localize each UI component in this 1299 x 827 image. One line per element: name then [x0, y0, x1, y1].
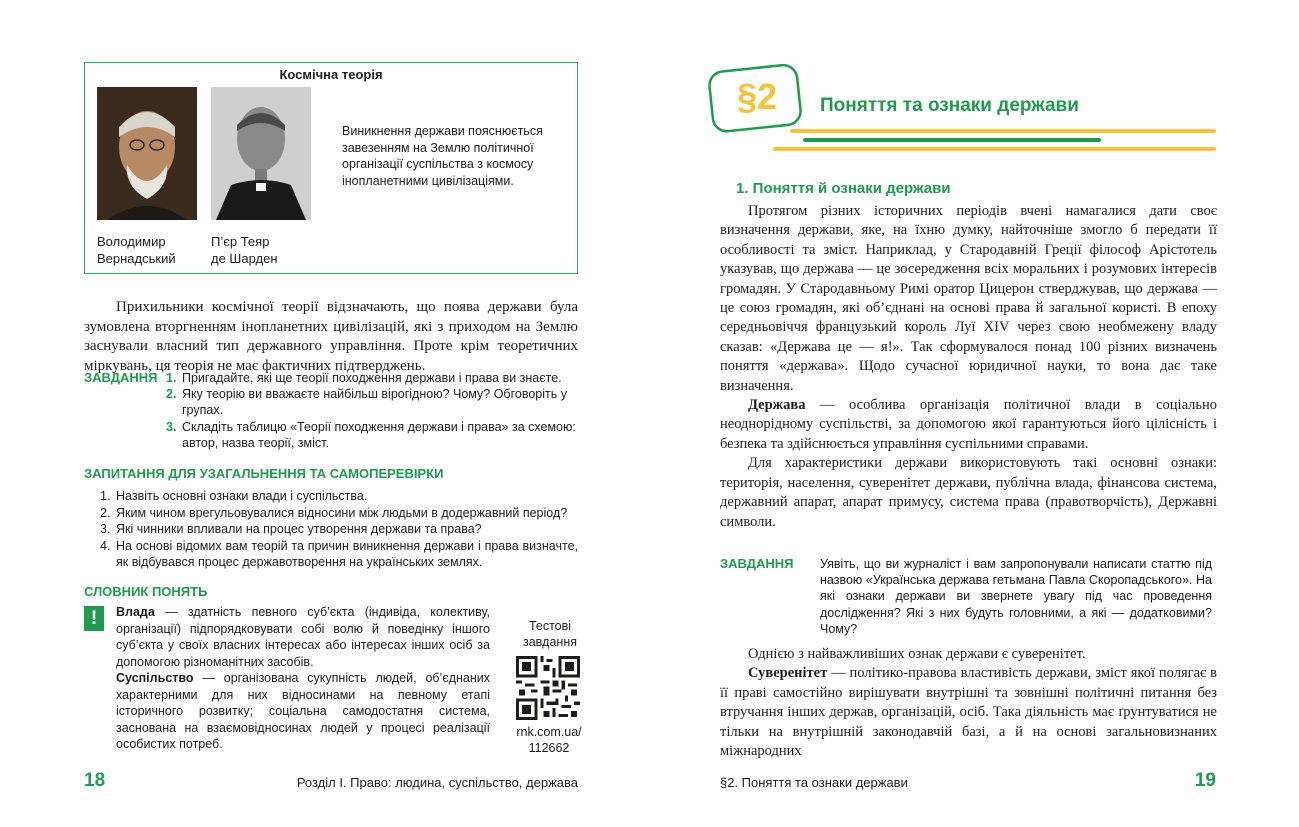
item-number: 3. [166, 419, 177, 434]
test-label-line: завдання [522, 635, 577, 649]
item-text: На основі відомих вам теорій та причин виникнення держави і права визначте, як відбувався процес державотворення на українських землях. [116, 538, 578, 569]
qr-code-icon[interactable] [516, 656, 580, 720]
section-badge [707, 62, 807, 134]
questions-list [100, 488, 578, 571]
dictionary-definition: — здатність певного суб’єкта (індивіда, колективу, організації) підпорядковувати собі волю й поведінку іншого суб’єкта у своїх власних інтересах або інтересах інших осіб за допомогою різноманітних засобів. [116, 605, 490, 669]
portrait-vernadsky-image [97, 87, 197, 220]
list-item [166, 419, 578, 451]
body-text [720, 202, 1217, 532]
tasks-label: ЗАВДАННЯ [84, 370, 158, 385]
dictionary-term: Суспільство [116, 671, 194, 685]
paragraph-text: Для характеристики держави використовують такі основні ознаки: територія, населення, суверенітет держави, публічна влада, фінансова система, державний апарат, апарат примусу, система права (правотворчість), Державні символи. [720, 455, 1217, 530]
item-text: Пригадайте, які ще теорії походження держави і права ви знаєте. [182, 371, 562, 385]
paragraph-text: Протягом різних історичних періодів вчені намагалися дати своє визначення держави, яке, на їхню думку, найточніше змогло б передати її особливості та зміст. Наприклад, у Стародавній Греції філософ Арістотель указував, що держава — це зосередження всіх моральних і розумових інтересів громадян. У Стародавньому Римі оратор Цицерон стверджував, що держава — це союз громадян, які об’єднані на основі права й загальної користі. В епоху середньовіччя французький король Луї XIV через свою необмежену владу сказав: «Держава це — я!». Так сформувалося понад 100 різних визначень поняття «держава». Щодо сучасної юридичної науки, то вона дає таке визначення. [720, 203, 1217, 394]
page-number-left: 18 [84, 770, 106, 791]
item-text: Назвіть основні ознаки влади і суспільства. [116, 489, 368, 503]
list-item [100, 521, 578, 538]
body-paragraph [720, 202, 1217, 396]
body-paragraph [720, 645, 1217, 664]
item-number: 2. [100, 505, 111, 520]
page-number-right: 19 [1194, 770, 1216, 791]
list-item [100, 488, 578, 505]
item-text: Яким чином врегульовувалися відносини між людьми в додержавний період? [116, 505, 568, 520]
bold-term: Держава [748, 397, 806, 414]
tasks-label: ЗАВДАННЯ [720, 556, 794, 571]
item-text: Складіть таблицю «Теорії походження держави і права» за схемою: автор, назва теорії, зміст. [182, 419, 576, 450]
caption-vernadsky [97, 233, 176, 267]
item-number: 1. [166, 371, 177, 385]
item-number: 3. [100, 522, 111, 536]
section-badge-label: §2 [736, 76, 778, 117]
body-paragraph: Прихильники космічної теорії відзначають, що поява держави була зумовлена вторгненням інопланетних цивілізацій, які з приходом на Землю заснували власний тип державного управління. Проте крім теоретичних міркувань, ця теорія не має фактичних підтверджень. [84, 299, 578, 374]
caption-teilhard [211, 233, 278, 267]
body-paragraph [720, 664, 1217, 761]
qr-link-line: rnk.com.ua/ [516, 725, 582, 739]
body-text [720, 645, 1217, 761]
item-number: 4. [100, 538, 111, 553]
dictionary-body [116, 604, 490, 753]
list-item [100, 538, 578, 571]
caption-line: Вернадський [97, 251, 176, 266]
paragraph-text: Однією з найважливіших ознак держави є суверенітет. [748, 646, 1086, 662]
qr-link[interactable] [508, 724, 590, 756]
theory-box [84, 62, 578, 274]
dictionary-heading: СЛОВНИК ПОНЯТЬ [84, 584, 208, 599]
paragraph-text: — політико-правова властивість держави, зміст якої полягає в її праві самостійно вирішувати внутрішні та зовнішні політичні питання без втручання інших держав, організацій, осіб. Така діяльність має ґрунтуватися не тільки на внутрішній законодавчій базі, а й на основі загальновизнаних міжнародних [720, 665, 1217, 760]
body-paragraph [720, 454, 1217, 532]
caption-line: де Шарден [211, 251, 278, 266]
item-number: 1. [100, 489, 111, 503]
item-number: 2. [166, 387, 177, 402]
dictionary-entry [116, 670, 490, 753]
page-title: Поняття та ознаки держави [820, 95, 1079, 116]
qr-link-line: 112662 [528, 741, 570, 755]
caption-line: П’єр Теяр [211, 234, 270, 249]
test-label-line: Тестові [528, 619, 572, 633]
item-text: Яку теорію ви вважаєте найбільш вірогідною? Чому? Обговоріть у групах. [182, 387, 567, 418]
decor-line [773, 147, 1216, 151]
footer-left: Розділ І. Право: людина, суспільство, держава [296, 775, 578, 790]
portrait-teilhard-image [211, 87, 311, 220]
list-item [166, 386, 578, 418]
list-item [166, 370, 578, 386]
caption-line: Володимир [97, 234, 166, 249]
dictionary-definition: — організована сукупність людей, об’єднаних характерними для них відносинами на певному етапі історичного розвитку; соціальна самодостатня система, заснована на взаємовідносинах людей у процесі реалізації особистих потреб. [116, 671, 490, 751]
theory-description: Виникнення держави пояснюється завезенням на Землю політичної організації суспільства з космосу інопланетними цивілізаціями. [342, 124, 543, 188]
dictionary-term: Влада [116, 605, 155, 619]
paragraph-text: — особлива організація політичної влади в соціально неоднорідному суспільстві, за допомогою якої гарантуються його цілісність і безпека та здійснюється управління суспільними справами. [720, 397, 1217, 452]
exclamation-icon: ! [84, 606, 104, 631]
theory-box-title: Космічна теорія [279, 67, 383, 82]
bold-term: Суверенітет [748, 665, 828, 682]
item-text: Які чинники впливали на процес утворення держави та права? [116, 522, 482, 536]
list-item [100, 505, 578, 522]
footer-right: §2. Поняття та ознаки держави [720, 775, 908, 790]
portrait-vernadsky [97, 87, 197, 220]
body-paragraph [720, 396, 1217, 454]
questions-heading: ЗАПИТАННЯ ДЛЯ УЗАГАЛЬНЕННЯ ТА САМОПЕРЕВІРКИ [84, 466, 444, 481]
portrait-teilhard [211, 87, 311, 220]
tasks-text: Уявіть, що ви журналіст і вам запропонували написати статтю під назвою «Українська держава гетьмана Павла Скоропадського». На які ознаки держави ви звернете увагу під час проведення дослідження? Які з них будуть головними, а які — додатковими? Чому? [820, 557, 1212, 636]
decor-line [803, 138, 1101, 142]
subheading: 1. Поняття й ознаки держави [736, 180, 951, 197]
dictionary-entry [116, 604, 490, 670]
decor-line [790, 129, 1216, 133]
test-tasks-label [510, 618, 590, 650]
tasks-list [166, 370, 578, 451]
